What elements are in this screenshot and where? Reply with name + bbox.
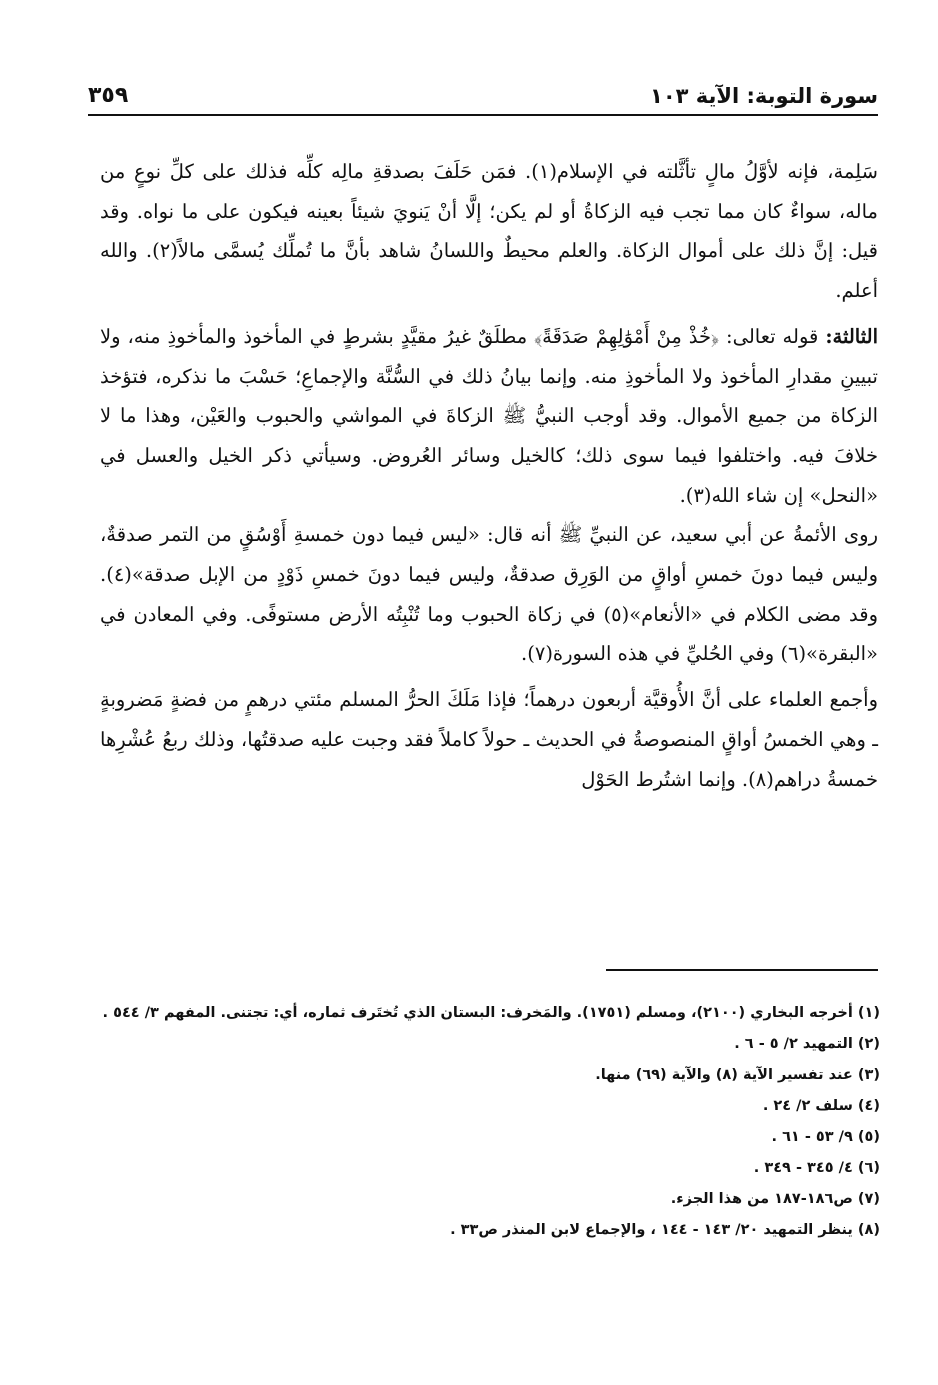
paragraph-2-intro: قوله تعالى: <box>726 324 819 348</box>
section-lead: الثالثة: <box>825 324 878 348</box>
footnote-item: (٧) ص١٨٦-١٨٧ من هذا الجزء. <box>670 1191 880 1207</box>
footnote-item: (٤) سلف ٢/ ٢٤ . <box>762 1098 880 1114</box>
paragraph-2 <box>100 317 878 516</box>
footnote-item: (٢) التمهيد ٢/ ٥ - ٦ . <box>734 1036 880 1052</box>
running-title: سورة التوبة: الآية ١٠٣ <box>650 84 878 108</box>
footnote-item: (٥) ٩/ ٥٣ - ٦١ . <box>771 1129 880 1145</box>
quran-verse: ﴿خُذْ مِنْ أَمْوَٰلِهِمْ صَدَقَةً﴾ <box>534 324 720 348</box>
paragraph-2-text: مطلَقٌ غيرُ مقيَّدٍ بشرطٍ في المأخوذ والمأخوذِ منه، ولا تبيينِ مقدارِ المأخوذ ولا المأخوذِ منه. وإنما بيانُ ذلك في السُّنَّة والإجماعِ؛ حَسْبَ ما نذكره، فتؤخذ الزكاة من جميع الأموال. وقد أوجب النبيُّ ﷺ الزكاةَ في المواشي والحبوب والعَيْن، وهذا ما لا خلافَ فيه. واختلفوا فيما سوى ذلك؛ كالخيل وسائر العُروض. وسيأتي ذكر الخيل والعسل في «النحل» إن شاء الله(٣). <box>100 324 878 507</box>
footnote-item: (١) أخرجه البخاري (٢١٠٠)، ومسلم (١٧٥١). والمَخرف: البستان الذي تُختَرف ثماره، أي: تجتنى. المفهم ٣/ ٥٤٤ . <box>102 1005 880 1021</box>
footnotes <box>60 1000 880 1248</box>
paragraph-1: سَلِمة، فإنه لأوَّلُ مالٍ تأثَّلته في الإسلام(١). فمَن حَلَفَ بصدقةِ مالِه كلِّه فذلك على كلِّ نوعٍ من ماله، سواءٌ كان مما تجب فيه الزكاةُ أو لم يكن؛ إلَّا أنْ يَنويَ شيئاً بعينه فيكون على ما نواه. وقد قيل: إنَّ ذلك على أموال الزكاة. والعلم محيطٌ واللسانُ شاهد بأنَّ ما تُملِّك يُسمَّى مالاً(٢). والله أعلم. <box>100 160 878 303</box>
main-text <box>100 152 878 799</box>
paragraph-3: روى الأئمةُ عن أبي سعيد، عن النبيِّ ﷺ أنه قال: «ليس فيما دون خمسةِ أَوْسُقٍ من التمر صدقةٌ، وليس فيما دونَ خمسِ أواقٍ من الوَرِق صدقةٌ، وليس فيما دونَ خمسِ ذَوْدٍ من الإبل صدقة»(٤). وقد مضى الكلام في «الأنعام»(٥) في زكاة الحبوب وما تُنْبِتُه الأرض مستوفًى. وفي المعادن في «البقرة»(٦) وفي الحُليِّ في هذه السورة(٧). <box>100 523 878 666</box>
page-number: ٣٥٩ <box>88 83 129 108</box>
footnote-item: (٦) ٤/ ٣٤٥ - ٣٤٩ . <box>753 1160 880 1176</box>
page-header <box>88 72 878 116</box>
footnote-item: (٣) عند تفسير الآية (٨) والآية (٦٩) منها. <box>595 1067 880 1083</box>
footnote-separator <box>606 969 878 971</box>
footnote-item: (٨) ينظر التمهيد ٢٠/ ١٤٣ - ١٤٤ ، والإجماع لابن المنذر ص٣٣ . <box>450 1222 880 1238</box>
paragraph-4: وأجمع العلماء على أنَّ الأُوقيَّة أربعون درهماً؛ فإذا مَلَكَ الحرُّ المسلم مئتي درهمٍ من فضةٍ مَضروبةٍ ـ وهي الخمسُ أواقٍ المنصوصةُ في الحديث ـ حولاً كاملاً فقد وجبت عليه صدقتُها، وذلك ربعُ عُشْرِها خمسةُ دراهم(٨). وإنما اشتُرط الحَوْل <box>100 688 878 791</box>
